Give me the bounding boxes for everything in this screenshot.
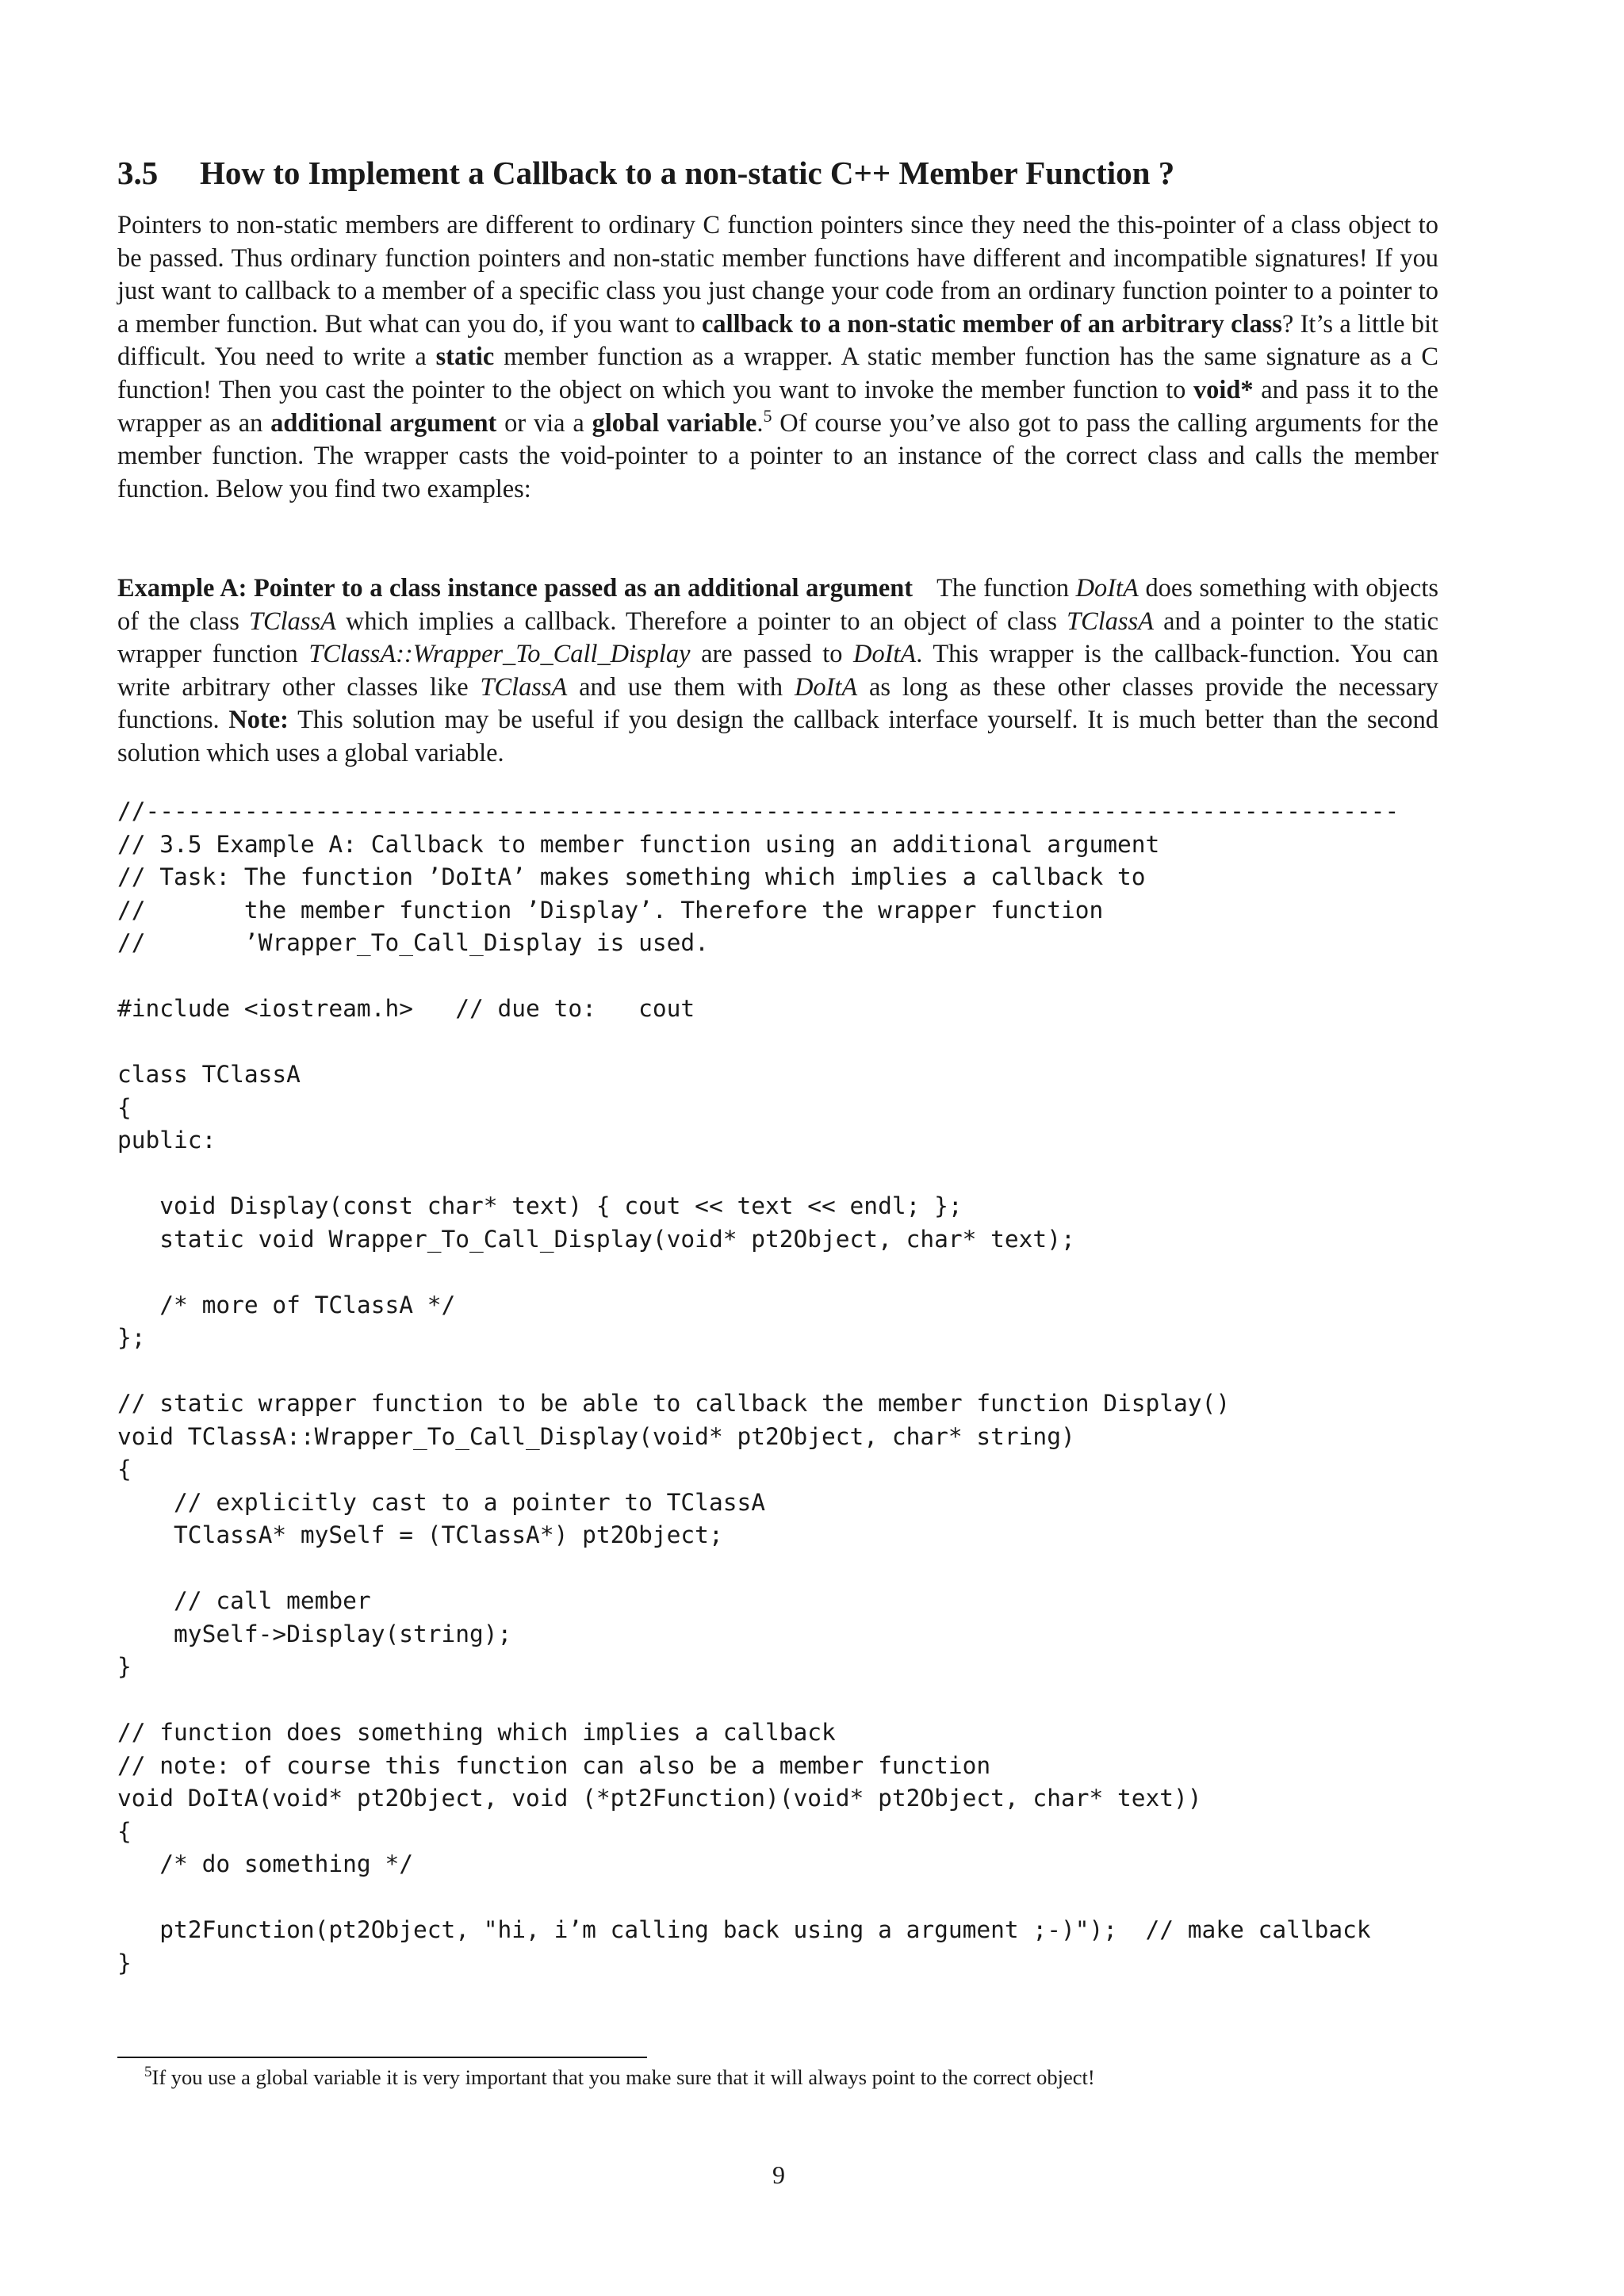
example-a-italic-term: TClassA — [480, 672, 568, 702]
example-a-italic-term: TClassA::Wrapper_To_Call_Display — [308, 640, 691, 669]
intro-text: . — [756, 408, 764, 438]
example-a-text: and use them with — [567, 672, 795, 702]
intro-paragraph — [117, 209, 1438, 506]
example-a-italic-term: TClassA — [1067, 607, 1154, 636]
example-a-paragraph — [117, 572, 1438, 771]
example-a-text: The function — [936, 574, 1076, 603]
note-label: Note: — [228, 706, 289, 735]
intro-text: ? It’s a little bit difficult. You need to write a — [117, 309, 1438, 372]
example-a-text: . This wrapper is the callback-function. You can write arbitrary other classes like — [117, 640, 1438, 702]
example-a-italic-term: DoItA — [853, 640, 917, 669]
footnote-reference[interactable]: 5 — [763, 405, 772, 426]
intro-bold-text: global variable — [592, 408, 757, 438]
example-a-text: are passed to — [690, 640, 854, 669]
intro-bold-text: void* — [1193, 375, 1254, 404]
footnote — [117, 2063, 1477, 2091]
example-a-text: This solution may be useful if you design the callback interface yourself. It is much better than the second solution which uses a global variable. — [117, 706, 1439, 767]
example-a-heading: Example A: Pointer to a class instance passed as an additional argument — [117, 574, 914, 603]
intro-bold-text: additional argument — [270, 408, 497, 438]
section-number: 3.5 — [117, 155, 159, 191]
intro-bold-text: callback to a non-static member of an arbitrary class — [702, 309, 1282, 339]
section-heading — [117, 151, 1450, 195]
footnote-divider — [117, 2057, 647, 2058]
section-title: How to Implement a Callback to a non-static C++ Member Function ? — [200, 155, 1175, 191]
intro-bold-text: static — [435, 342, 495, 372]
example-a-italic-term: TClassA — [249, 607, 336, 636]
page-number: 9 — [772, 2160, 785, 2189]
example-a-text: does something with objects of the class — [117, 574, 1438, 636]
example-a-italic-term: DoItA — [794, 672, 858, 702]
intro-text: member function as a wrapper. A static member function has the same signature as a C function! Then you cast the pointer to the object on which you want to invoke the member function to — [117, 342, 1438, 404]
example-a-italic-term: DoItA — [1075, 574, 1139, 603]
footnote-text: If you use a global variable it is very important that you make sure that it will always point to the correct object! — [151, 2065, 1095, 2089]
footnote-mark: 5 — [144, 2064, 152, 2081]
intro-text: Pointers to non-static members are different to ordinary C function pointers since they need the this-pointer of a class object to be passed. Thus ordinary function pointers and non-static member functions have different and incompatible signatures! If you just want to callback to a member of a specific class you just change your code from an ordinary function pointer to a pointer to a member function. But what can you do, if you want to — [117, 211, 1438, 339]
example-a-text: as long as these other classes provide the necessary functions. — [117, 672, 1438, 735]
example-a-text: and a pointer to the static wrapper function — [117, 607, 1438, 669]
code-listing: //----------------------------------------------------------------------------------------- // 3.5 Example A: Callback to member function using an additional argument // Task: The function ’DoItA’ makes something which implies a callback to // the member function ’Display’. Therefore the wrapper function // ’Wrapper_To_Call_Display is used. #include <iostream.h> // due to: cout class TClassA { public: void Display(const char* text) { cout << text << endl; }; static void Wrapper_To_Call_Display(void* pt2Object, char* text); /* more of TClassA */ }; // static wrapper function to be able to callback the member function Display() void TClassA::Wrapper_To_Call_Display(void* pt2Object, char* string) { // explicitly cast to a pointer to TClassA TClassA* mySelf = (TClassA*) pt2Object; // call member mySelf->Display(string); } // function does something which implies a callback // note: of course this function can also be a member function void DoItA(void* pt2Object, void (*pt2Function)(void* pt2Object, char* text)) { /* do something */ pt2Function(pt2Object, "hi, i’m calling back using a argument ;-)"); // make callback } — [117, 798, 1400, 1976]
intro-text: Of course you’ve also got to pass the calling arguments for the member function. The wrapper casts the void-pointer to a pointer to an instance of the correct class and calls the member function. Below you find two examples: — [117, 408, 1438, 503]
example-a-text: which implies a callback. Therefore a pointer to an object of class — [335, 607, 1067, 636]
intro-text: and pass it to the wrapper as an — [117, 375, 1439, 438]
intro-text: or via a — [496, 408, 592, 438]
